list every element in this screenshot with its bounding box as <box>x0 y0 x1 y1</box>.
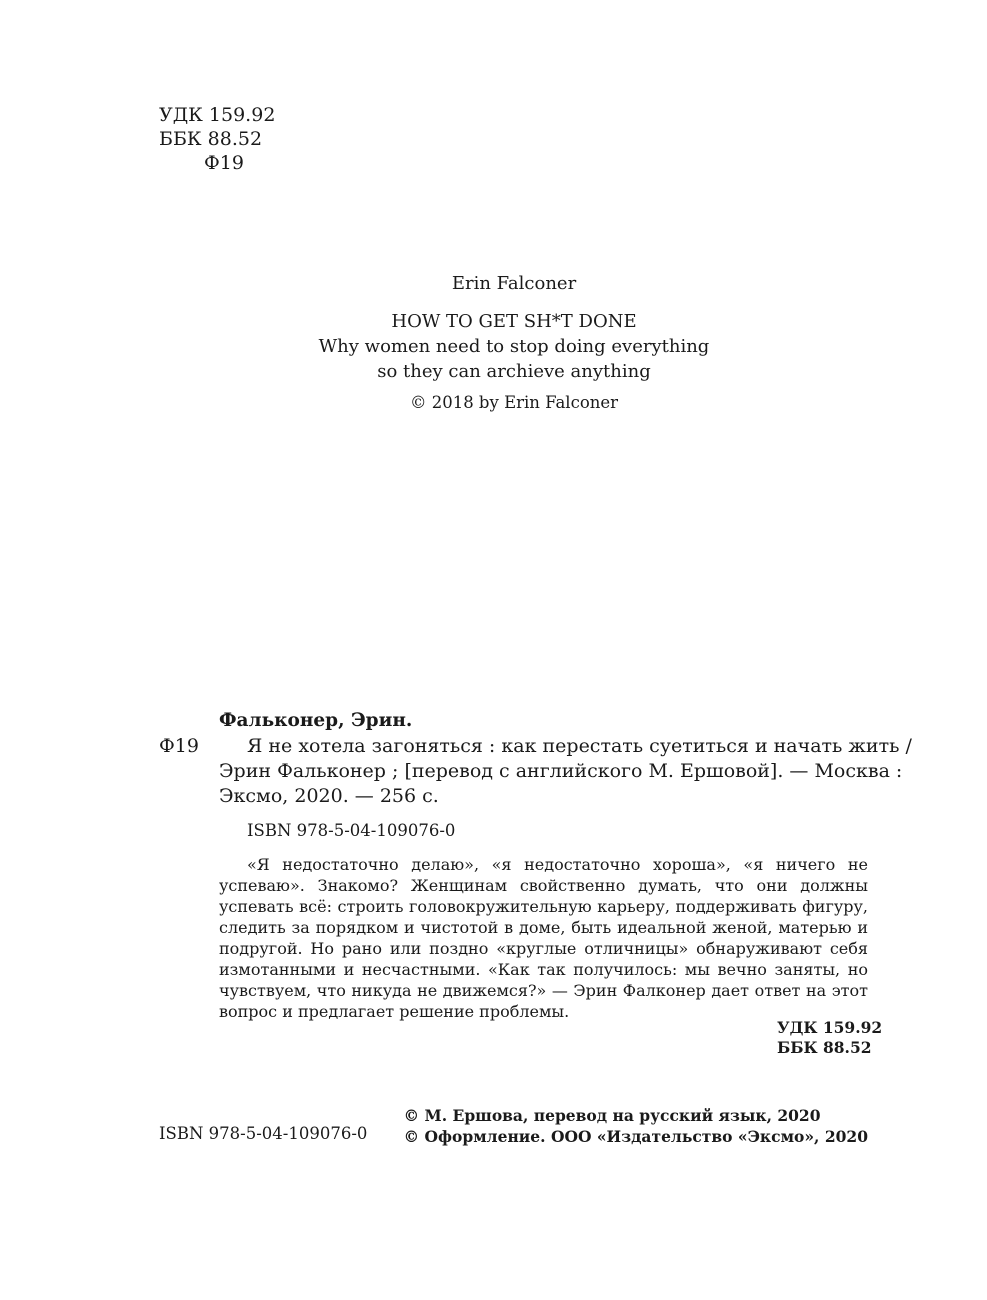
annotation-text: «Я недостаточно делаю», «я недостаточно хороша», «я ничего не успеваю». Знакомо? Женщинам свойственно думать, что они должны успевать всё: строить головокружительную карьеру, поддерживать фигуру, следить за порядком и чистотой в доме, быть идеальной женой, матерью и подругой. Но рано или поздно «круглые отличницы» обнаруживают себя измотанными и несчастными. «Как так получилось: мы вечно заняты, но чувствуем, что никуда не движемся?» — Эрин Фалконер дает ответ на этот вопрос и предлагает решение проблемы. <box>219 855 868 1021</box>
card-author-heading: Фалькoнер, Эрин. <box>219 710 413 731</box>
original-subtitle-1: Why women need to stop doing everything <box>318 336 710 357</box>
footer-isbn: ISBN 978-5-04-109076-0 <box>159 1124 368 1143</box>
original-copyright: © 2018 by Erin Falconer <box>409 393 619 412</box>
footer-rights <box>404 1105 868 1147</box>
card-udk: УДК 159.92 <box>777 1018 883 1037</box>
rights-translation: © М. Ершова, перевод на русский язык, 2020 <box>403 1106 821 1125</box>
original-title: HOW TO GET SH*T DONE <box>391 311 637 332</box>
card-bbk: ББК 88.52 <box>777 1038 872 1057</box>
author-mark-top: Ф19 <box>204 152 244 174</box>
card-description-line-1: Я не хотела загоняться : как перестать суетиться и начать жить / <box>247 735 912 757</box>
bbk-top: ББК 88.52 <box>159 128 263 150</box>
card-annotation <box>219 854 868 1022</box>
udk-top: УДК 159.92 <box>159 104 276 126</box>
rights-design: © Оформление. ООО «Издательство «Эксмо», 2020 <box>403 1127 868 1146</box>
original-subtitle-2: so they can archieve anything <box>377 361 651 382</box>
card-description-line-2: Эрин Фалькoнер ; [перевод с английского М. Ершовой]. — Москва : <box>219 760 903 782</box>
original-author: Erin Falconer <box>451 273 577 294</box>
card-description-line-3: Эксмо, 2020. — 256 с. <box>219 785 439 807</box>
card-isbn: ISBN 978-5-04-109076-0 <box>247 821 456 840</box>
card-author-mark: Ф19 <box>159 735 199 757</box>
